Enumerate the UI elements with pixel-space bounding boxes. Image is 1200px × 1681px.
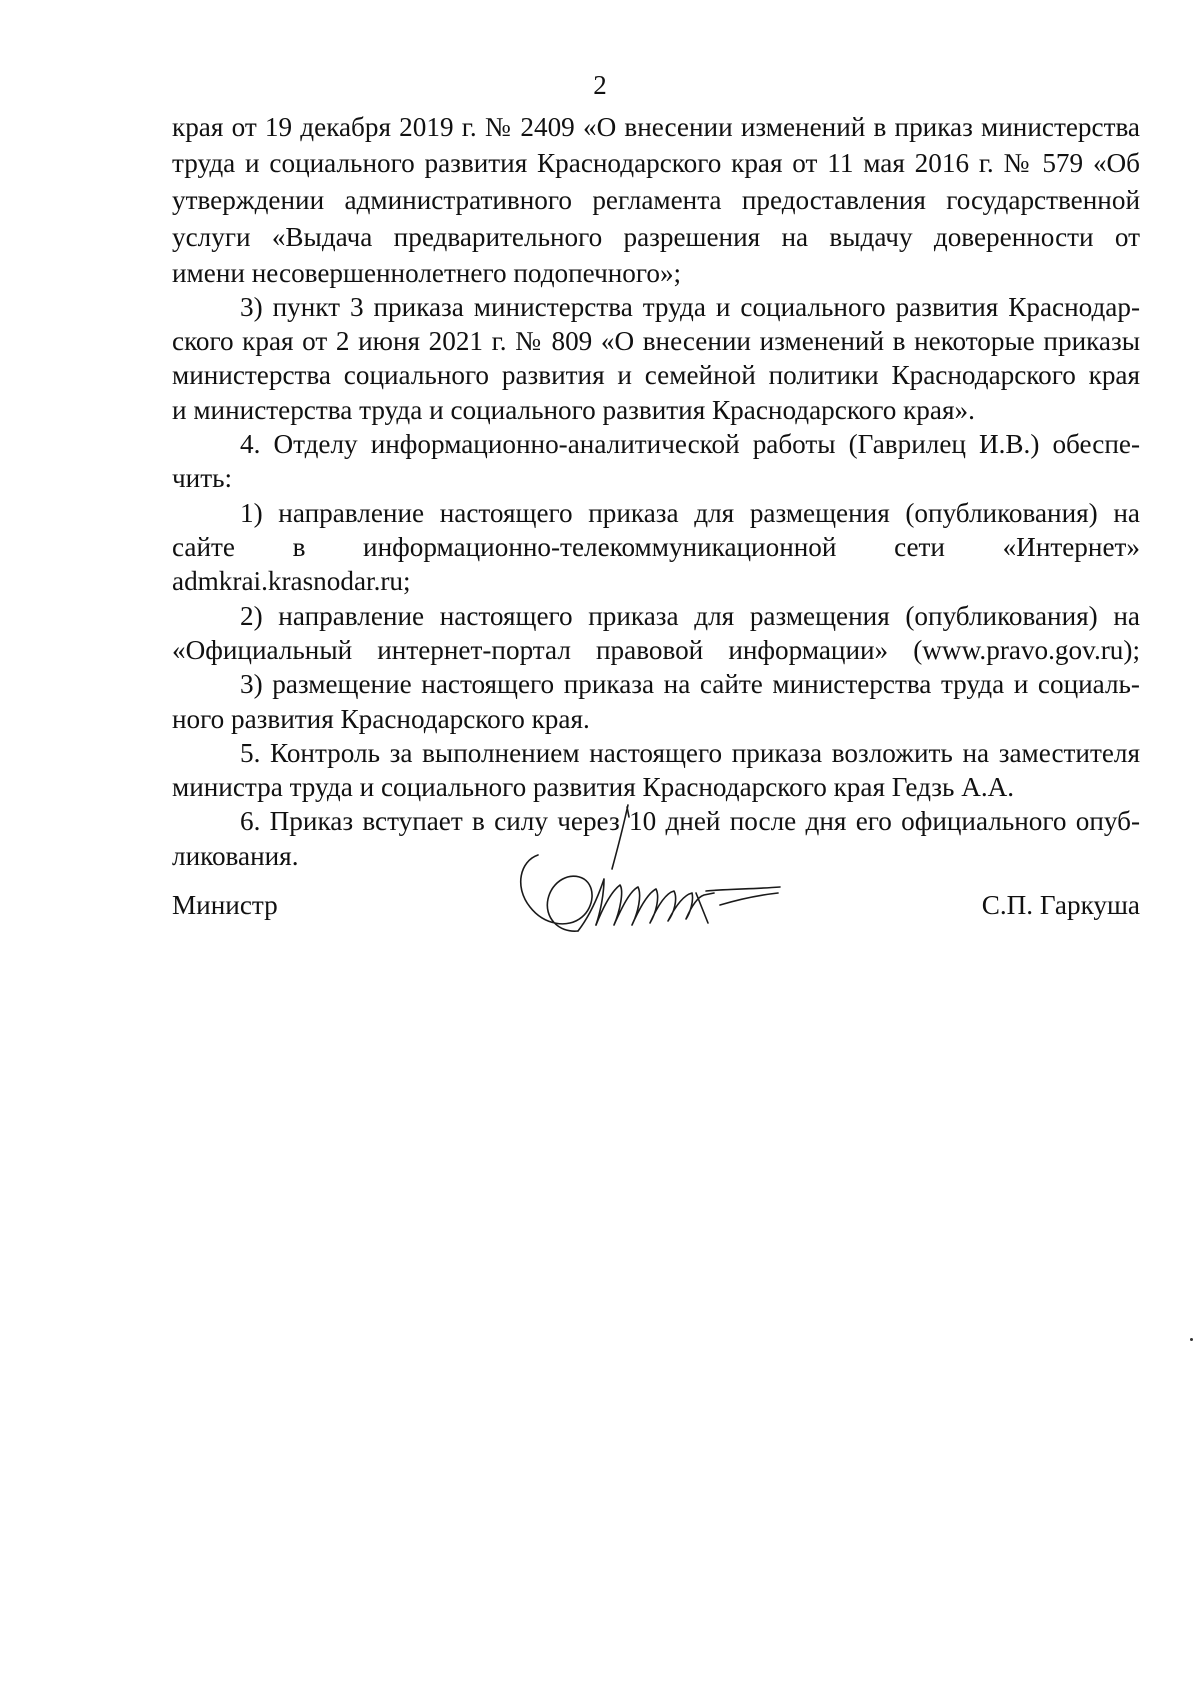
paragraph-line: ликования. — [172, 841, 299, 871]
paragraph-line: 1) направление настоящего приказа для размещения (опубликования) на — [240, 498, 1140, 528]
paragraph-line: и министерства труда и социального развития Краснодарского края». — [172, 395, 975, 425]
paragraph-line: 5. Контроль за выполнением настоящего приказа возложить на заместителя — [240, 738, 1140, 768]
paragraph-line: «Официальный интернет-портал правовой информации» (www.pravo.gov.ru); — [172, 635, 1140, 665]
paragraph-line: 3) пункт 3 приказа министерства труда и социального развития Краснодар- — [240, 292, 1140, 322]
signatory-title: Министр — [172, 890, 278, 920]
paragraph-line: утверждении административного регламента предоставления государственной — [172, 185, 1140, 215]
paragraph-line: сайте в информационно-телекоммуникационной сети «Интернет» — [172, 532, 1140, 562]
paragraph-line: admkrai.krasnodar.ru; — [172, 566, 411, 596]
paragraph-line: услуги «Выдача предварительного разрешения на выдачу доверенности от — [172, 222, 1140, 252]
paragraph-line: министерства социального развития и семейной политики Краснодарского края — [172, 360, 1140, 390]
scan-speck — [1190, 1338, 1193, 1341]
paragraph-line: ского края от 2 июня 2021 г. № 809 «О внесении изменений в некоторые приказы — [172, 326, 1140, 356]
page-number: 2 — [593, 70, 607, 100]
paragraph-line: 6. Приказ вступает в силу через 10 дней после дня его официального опуб- — [240, 806, 1140, 836]
paragraph-line: 4. Отделу информационно-аналитической работы (Гаврилец И.В.) обеспе- — [240, 429, 1140, 459]
paragraph-line: 2) направление настоящего приказа для размещения (опубликования) на — [240, 601, 1140, 631]
signatory-name: С.П. Гаркуша — [981, 890, 1140, 920]
handwritten-signature — [508, 795, 828, 965]
paragraph-line: министра труда и социального развития Краснодарского края Гедзь А.А. — [172, 772, 1015, 802]
paragraph-line: 3) размещение настоящего приказа на сайте министерства труда и социаль- — [240, 669, 1140, 699]
paragraph-line: ного развития Краснодарского края. — [172, 704, 590, 734]
paragraph-line: имени несовершеннолетнего подопечного»; — [172, 258, 682, 288]
paragraph-line: труда и социального развития Краснодарского края от 11 мая 2016 г. № 579 «Об — [172, 148, 1140, 178]
paragraph-line: чить: — [172, 463, 233, 493]
paragraph-line: края от 19 декабря 2019 г. № 2409 «О внесении изменений в приказ министерства — [172, 112, 1140, 142]
